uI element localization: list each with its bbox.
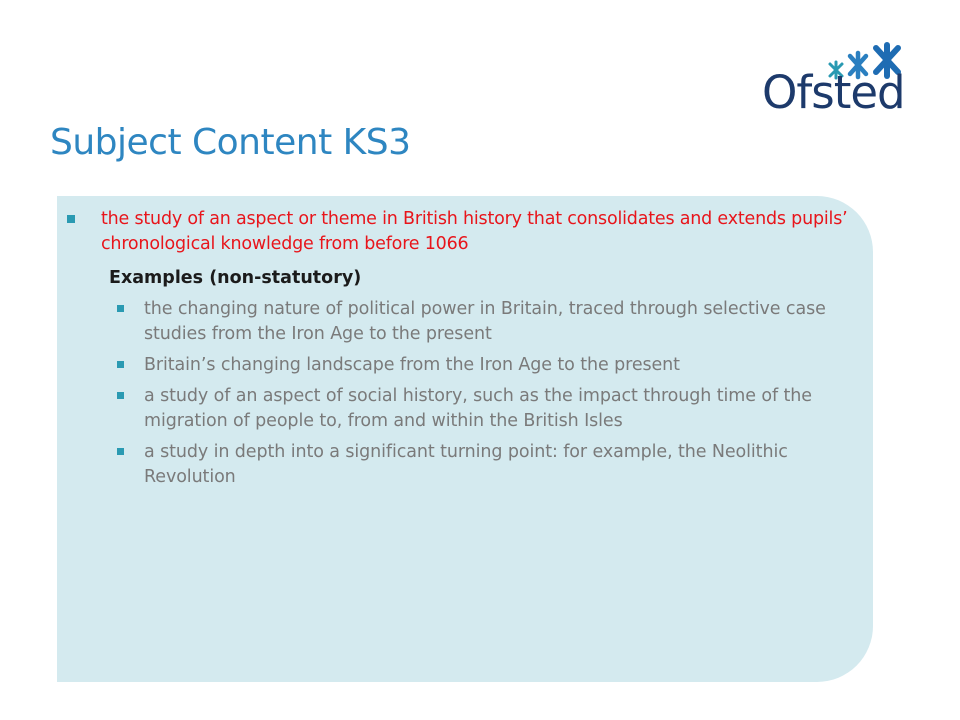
list-item	[117, 384, 857, 434]
square-bullet-icon	[67, 215, 75, 223]
example-text: a study of an aspect of social history, such as the impact through time of the migration of people to, from and within the British Isles	[144, 386, 812, 431]
square-bullet-icon	[117, 305, 124, 312]
main-bullet	[67, 207, 857, 257]
example-text: a study in depth into a significant turning point: for example, the Neolithic Revolution	[144, 442, 788, 487]
example-text: the changing nature of political power in Britain, traced through selective case studies from the Iron Age to the present	[144, 299, 826, 344]
list-item	[117, 440, 857, 490]
list-item	[117, 297, 857, 347]
slide-title: Subject Content KS3	[50, 122, 411, 163]
examples-heading: Examples (non-statutory)	[109, 268, 362, 288]
ofsted-logo	[762, 42, 912, 124]
square-bullet-icon	[117, 448, 124, 455]
example-text: Britain’s changing landscape from the Iron Age to the present	[144, 355, 680, 375]
square-bullet-icon	[117, 392, 124, 399]
examples-list	[117, 297, 857, 490]
slide-content	[67, 207, 857, 496]
logo-wordmark: Ofsted	[762, 66, 905, 119]
list-item	[117, 353, 857, 378]
main-bullet-text: the study of an aspect or theme in British history that consolidates and extends pupils’ chronological knowledge from before 1066	[101, 209, 848, 254]
square-bullet-icon	[117, 361, 124, 368]
